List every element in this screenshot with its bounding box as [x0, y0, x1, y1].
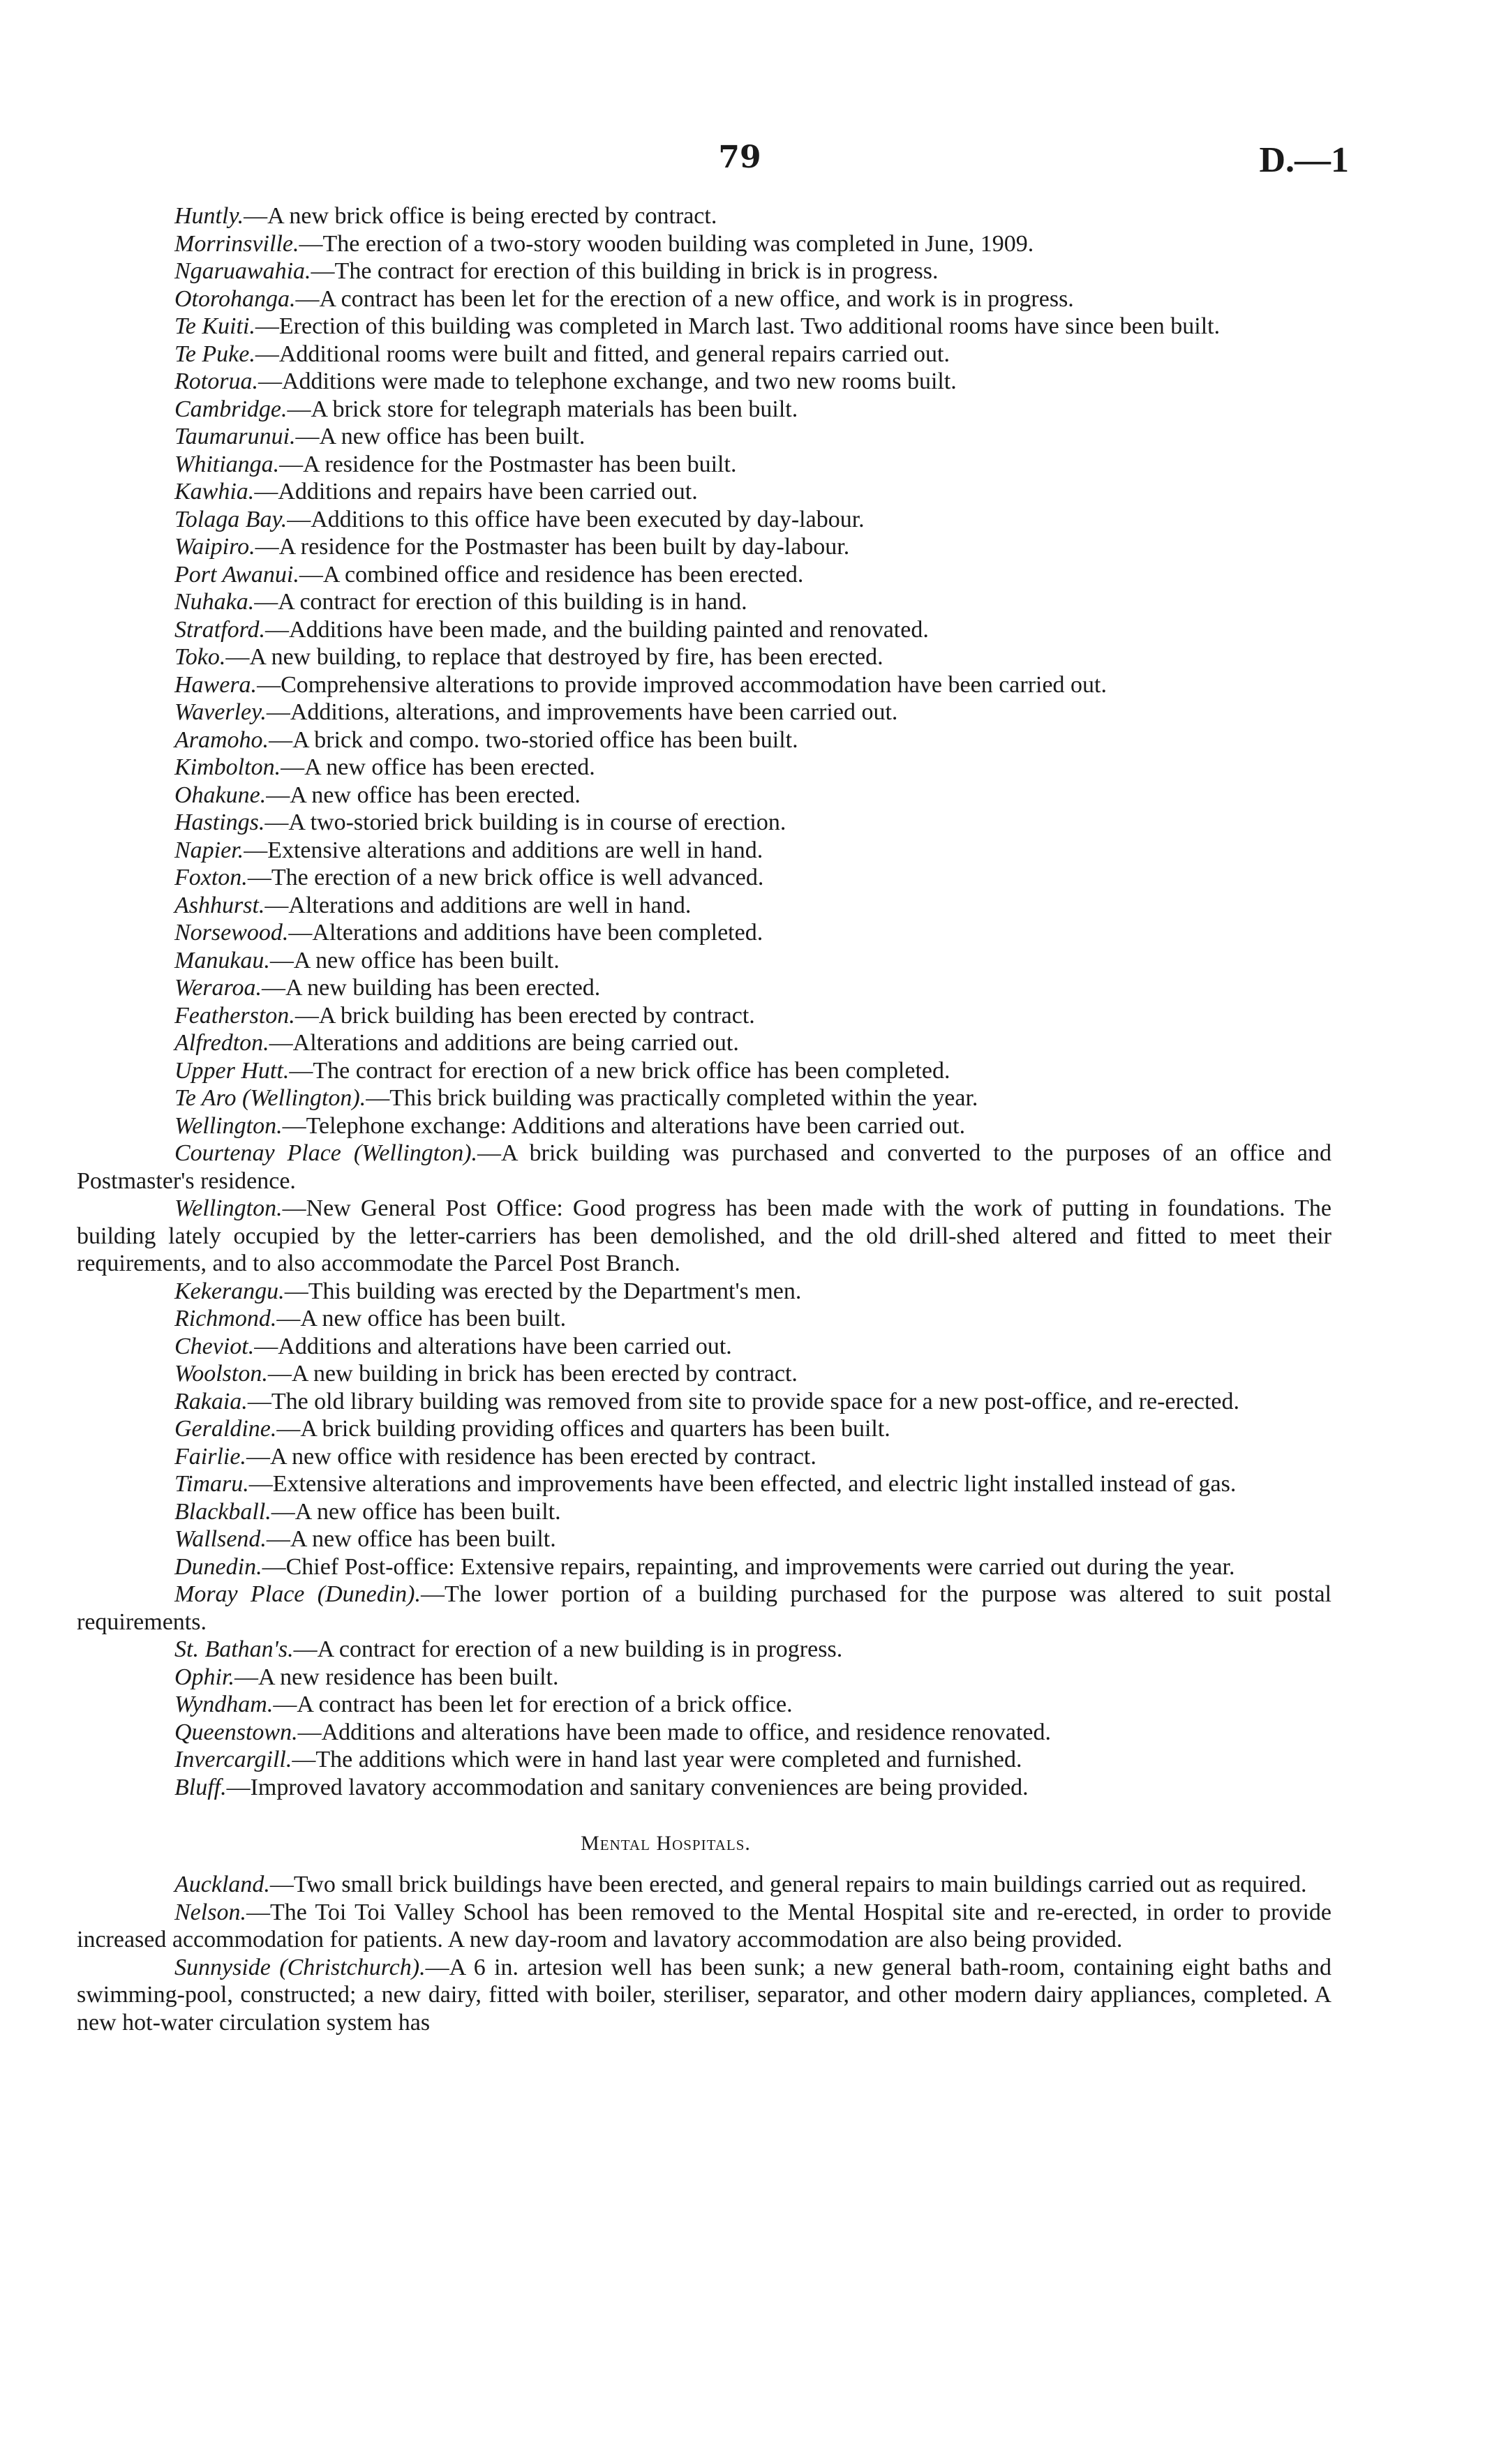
entry-paragraph — [0, 1954, 1331, 2037]
entry-text: —A new residence has been built. — [234, 1664, 559, 1690]
entry-place: Nuhaka. — [174, 589, 255, 615]
entry-place: Wellington. — [174, 1195, 283, 1221]
entry-text: —The contract for erection of this building in brick is in progress. — [311, 258, 939, 284]
entry-text: —A new building has been erected. — [262, 975, 601, 1001]
entry-paragraph — [0, 974, 1331, 1002]
entry-paragraph — [0, 285, 1331, 313]
entry-text: —Additions have been made, and the building painted and renovated. — [265, 616, 929, 643]
entry-text: —A new office has been built. — [295, 424, 585, 449]
entry-place: Ashhurst. — [174, 892, 265, 918]
entry-paragraph — [0, 1140, 1331, 1195]
entry-text: —Improved lavatory accommodation and sanitary conveniences are being provided. — [226, 1774, 1029, 1800]
entry-place: Norsewood. — [174, 920, 289, 946]
entry-paragraph — [0, 782, 1331, 809]
entry-place: Blackball. — [174, 1498, 271, 1525]
entry-place: Hastings. — [174, 809, 265, 835]
entry-text: —A 6 in. artesion well has been sunk; a new general bath-room, containing eight baths and swimming-pool, constructed; a new dairy, fitted with boiler, steriliser, separator, and other modern dairy appliances, completed. A new hot-water circulation system has — [77, 1954, 1331, 2036]
entry-paragraph — [0, 1057, 1331, 1085]
entry-text: —This building was erected by the Department's men. — [284, 1278, 802, 1304]
entry-text: —Comprehensive alterations to provide improved accommodation have been carried out. — [257, 671, 1107, 698]
entry-text: —A new building, to replace that destroyed by fire, has been erected. — [225, 644, 883, 670]
entry-place: Cambridge. — [174, 396, 288, 422]
entry-place: Weraroa. — [174, 975, 262, 1001]
entry-place: Richmond. — [174, 1306, 277, 1331]
document-body — [0, 202, 1331, 2036]
entry-paragraph — [0, 1195, 1331, 1278]
entry-place: Whitianga. — [174, 451, 280, 477]
entry-text: —A new office has been built. — [276, 1306, 567, 1331]
entry-text: —A new building in brick has been erected by contract. — [267, 1361, 798, 1387]
entry-paragraph — [0, 1899, 1331, 1954]
entry-text: —A brick building providing offices and quarters has been built. — [276, 1416, 890, 1442]
entry-paragraph — [0, 506, 1331, 534]
entry-text: —Chief Post-office: Extensive repairs, repainting, and improvements were carried out during the year. — [262, 1553, 1235, 1580]
entry-place: Upper Hutt. — [174, 1057, 290, 1084]
entry-place: Te Aro (Wellington). — [174, 1085, 366, 1111]
entry-place: Invercargill. — [174, 1747, 292, 1772]
entry-paragraph — [0, 1553, 1331, 1581]
entry-text: —Additions and alterations have been made to office, and residence renovated. — [297, 1719, 1052, 1745]
entry-paragraph — [0, 837, 1331, 865]
entry-paragraph — [0, 451, 1331, 479]
document-reference: D.—1 — [1259, 140, 1349, 180]
entry-paragraph — [0, 1305, 1331, 1333]
entry-place: Huntly. — [174, 203, 244, 229]
entry-text: —Alterations and additions are being carried out. — [269, 1030, 739, 1056]
entry-place: Courtenay Place (Wellington). — [174, 1140, 478, 1166]
entry-paragraph — [0, 561, 1331, 589]
entry-text: —A contract has been let for erection of a brick office. — [273, 1692, 793, 1717]
entry-place: Foxton. — [174, 865, 248, 890]
entry-paragraph — [0, 699, 1331, 726]
entry-text: —A brick store for telegraph materials has been built. — [287, 396, 798, 422]
entry-paragraph — [0, 754, 1331, 782]
entry-text: —Alterations and additions have been completed. — [288, 920, 763, 946]
entry-paragraph — [0, 588, 1331, 616]
entry-place: Toko. — [174, 644, 226, 670]
entry-text: —A contract for erection of this building is in hand. — [254, 589, 747, 615]
entry-place: Auckland. — [174, 1872, 270, 1897]
entry-place: Ngaruawahia. — [174, 258, 311, 284]
entry-paragraph — [0, 1029, 1331, 1057]
entry-place: Wallsend. — [174, 1526, 267, 1552]
entry-place: Otorohanga. — [174, 285, 296, 312]
post-office-entries — [0, 202, 1331, 1801]
entry-paragraph — [0, 671, 1331, 699]
entry-place: Sunnyside (Christchurch). — [174, 1954, 426, 1980]
page-number: 79 — [718, 140, 761, 175]
entry-paragraph — [0, 533, 1331, 561]
entry-paragraph — [0, 1664, 1331, 1692]
entry-text: —A new office has been built. — [269, 947, 560, 973]
entry-text: —The contract for erection of a new brick office has been completed. — [289, 1057, 950, 1084]
entry-place: Te Kuiti. — [174, 313, 255, 339]
entry-paragraph — [0, 257, 1331, 285]
entry-text: —This brick building was practically completed within the year. — [366, 1085, 978, 1111]
entry-text: —The old library building was removed from site to provide space for a new post-office, and re-erected. — [247, 1388, 1240, 1414]
entry-text: —A new office has been erected. — [281, 754, 595, 780]
entry-paragraph — [0, 1871, 1331, 1899]
entry-paragraph — [0, 1360, 1331, 1388]
entry-place: Aramoho. — [174, 726, 269, 753]
entry-paragraph — [0, 864, 1331, 892]
entry-text: —A two-storied brick building is in course of erection. — [264, 809, 786, 835]
entry-place: Kimbolton. — [174, 754, 281, 780]
entry-place: Ophir. — [174, 1664, 234, 1690]
entry-text: —A brick building has been erected by contract. — [294, 1002, 755, 1029]
entry-paragraph — [0, 616, 1331, 644]
entry-text: —Erection of this building was completed in March last. Two additional rooms have since been built. — [255, 313, 1221, 339]
entry-text: —New General Post Office: Good progress has been made with the work of putting in foundations. The building lately occupied by the letter-carriers has been demolished, and the old drill-shed altered and fitted to meet their requirements, and to also accommodate the Parcel Post Branch. — [77, 1195, 1331, 1276]
entry-text: —Additional rooms were built and fitted, and general repairs carried out. — [255, 341, 950, 367]
entry-paragraph — [0, 1112, 1331, 1140]
entry-text: —Extensive alterations and additions are well in hand. — [244, 837, 763, 863]
entry-paragraph — [0, 1084, 1331, 1112]
entry-text: —A new brick office is being erected by contract. — [244, 203, 717, 229]
entry-text: —A residence for the Postmaster has been built by day-labour. — [255, 534, 850, 560]
entry-text: —Additions and repairs have been carried out. — [254, 479, 698, 505]
entry-place: Napier. — [174, 837, 244, 863]
entry-place: Fairlie. — [174, 1443, 246, 1470]
entry-paragraph — [0, 423, 1331, 451]
entry-place: Alfredton. — [174, 1030, 269, 1056]
entry-place: Taumarunui. — [174, 424, 296, 449]
entry-place: Kekerangu. — [174, 1278, 285, 1304]
entry-text: —The lower portion of a building purchased for the purpose was altered to suit postal requirements. — [77, 1581, 1332, 1635]
entry-text: —The erection of a two-story wooden building was completed in June, 1909. — [299, 230, 1034, 257]
entry-text: —A new office with residence has been erected by contract. — [246, 1443, 816, 1470]
entry-text: —Additions and alterations have been carried out. — [254, 1333, 732, 1359]
entry-text: —A brick and compo. two-storied office has been built. — [269, 726, 798, 753]
entry-text: —A contract has been let for the erection of a new office, and work is in progress. — [295, 285, 1074, 312]
entry-place: Manukau. — [174, 947, 270, 973]
entry-paragraph — [0, 1278, 1331, 1306]
entry-paragraph — [0, 230, 1331, 258]
entry-paragraph — [0, 1746, 1331, 1774]
entry-place: Tolaga Bay. — [174, 506, 288, 532]
entry-paragraph — [0, 1443, 1331, 1471]
entry-place: Wellington. — [174, 1112, 283, 1139]
entry-text: —A new office has been built. — [266, 1526, 556, 1552]
entry-place: Bluff. — [174, 1774, 227, 1800]
entry-place: Ohakune. — [174, 782, 267, 808]
entry-paragraph — [0, 1002, 1331, 1030]
entry-paragraph — [0, 202, 1331, 230]
entry-paragraph — [0, 1719, 1331, 1747]
entry-text: —A contract for erection of a new building is in progress. — [293, 1636, 843, 1662]
entry-paragraph — [0, 809, 1331, 837]
entry-paragraph — [0, 1333, 1331, 1361]
entry-text: —Additions were made to telephone exchange, and two new rooms built. — [258, 368, 957, 394]
entry-paragraph — [0, 1774, 1331, 1802]
entry-text: —Extensive alterations and improvements have been effected, and electric light installed instead of gas. — [248, 1471, 1237, 1497]
entry-text: —A brick building was purchased and converted to the purposes of an office and Postmaster's residence. — [77, 1140, 1332, 1194]
entry-paragraph — [0, 313, 1331, 341]
entry-text: —A new office has been built. — [271, 1498, 561, 1525]
entry-paragraph — [0, 919, 1331, 947]
entry-place: Nelson. — [174, 1899, 246, 1925]
entry-place: Kawhia. — [174, 479, 255, 505]
entry-paragraph — [0, 478, 1331, 506]
entry-place: Dunedin. — [174, 1553, 262, 1580]
entry-text: —The Toi Toi Valley School has been removed to the Mental Hospital site and re-erected, in order to provide increased accommodation for patients. A new day-room and lavatory accommodation are also being provided. — [77, 1899, 1331, 1952]
entry-place: Waverley. — [174, 699, 267, 725]
entry-paragraph — [0, 892, 1331, 920]
entry-place: Hawera. — [174, 671, 258, 698]
entry-text: —Additions to this office have been executed by day-labour. — [287, 506, 865, 532]
entry-text: —A new office has been erected. — [266, 782, 581, 808]
entry-place: Woolston. — [174, 1361, 268, 1387]
entry-place: Queenstown. — [174, 1719, 298, 1745]
entry-place: Moray Place (Dunedin). — [174, 1581, 421, 1607]
entry-text: —A combined office and residence has been erected. — [299, 561, 804, 588]
entry-text: —The additions which were in hand last year were completed and furnished. — [292, 1747, 1022, 1772]
entry-paragraph — [0, 1498, 1331, 1526]
entry-paragraph — [0, 947, 1331, 975]
entry-paragraph — [0, 368, 1331, 396]
entry-place: Rotorua. — [174, 368, 258, 394]
entry-text: —Alterations and additions are well in hand. — [264, 892, 692, 918]
entry-paragraph — [0, 1691, 1331, 1719]
entry-paragraph — [0, 341, 1331, 368]
entry-paragraph — [0, 1525, 1331, 1553]
entry-place: Morrinsville. — [174, 230, 299, 257]
entry-text: —Two small brick buildings have been erected, and general repairs to main buildings carried out as required. — [269, 1872, 1307, 1897]
entry-text: —Additions, alterations, and improvements have been carried out. — [266, 699, 898, 725]
entry-paragraph — [0, 1388, 1331, 1416]
entry-text: —Telephone exchange: Additions and alterations have been carried out. — [282, 1112, 966, 1139]
entry-place: Featherston. — [174, 1002, 295, 1029]
entry-place: Cheviot. — [174, 1333, 255, 1359]
entry-text: —The erection of a new brick office is well advanced. — [247, 865, 764, 890]
entry-place: Wyndham. — [174, 1692, 274, 1717]
entry-place: Stratford. — [174, 616, 266, 643]
entry-paragraph — [0, 396, 1331, 424]
entry-place: Waipiro. — [174, 534, 255, 560]
entry-paragraph — [0, 1581, 1331, 1636]
entry-place: Timaru. — [174, 1471, 249, 1497]
entry-place: Rakaia. — [174, 1388, 248, 1414]
entry-paragraph — [0, 643, 1331, 671]
entry-paragraph — [0, 1415, 1331, 1443]
entry-place: Port Awanui. — [174, 561, 299, 588]
entry-place: St. Bathan's. — [174, 1636, 294, 1662]
entry-paragraph — [0, 1636, 1331, 1664]
entry-place: Te Puke. — [174, 341, 255, 367]
section-heading-mental-hospitals: Mental Hospitals. — [581, 1832, 751, 1855]
entry-place: Geraldine. — [174, 1416, 277, 1442]
entry-text: —A residence for the Postmaster has been built. — [279, 451, 737, 477]
entry-paragraph — [0, 1470, 1331, 1498]
mental-hospital-entries — [0, 1871, 1331, 2036]
entry-paragraph — [0, 726, 1331, 754]
